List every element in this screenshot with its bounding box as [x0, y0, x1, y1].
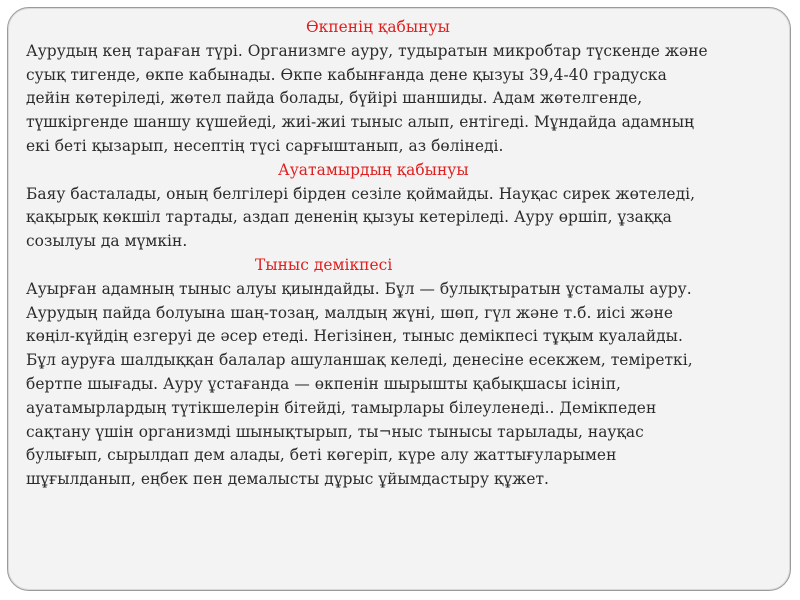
paragraph-line: Аурудың пайда болуына шаң-тозаң, малдың жүні, шөп, гүл және т.б. иісі және — [26, 303, 674, 322]
paragraph-line: шұғылданып, еңбек пен демалысты дұрыс ұйымдастыру құжет. — [26, 470, 549, 489]
paragraph-line: түшкіргенде шаншу күшейеді, жиі-жиі тыныс алып, ентігеді. Мұндайда адамның — [26, 113, 695, 132]
paragraph-line: Бұл ауруға шалдыққан балалар ашуланшақ келеді, денесіне есекжем, теміреткі, — [26, 351, 693, 370]
paragraph-line: ауатамырлардың түтікшелерін бітейді, тамырлары білеуленеді.. Демікпеден — [26, 398, 657, 417]
heading-bronchitis: Ауатамырдың қабынуы — [278, 160, 469, 179]
paragraph-line: Баяу басталады, оның белгілері бірден сезіле қоймайды. Науқас сирек жөтеледі, — [26, 184, 696, 203]
paragraph-line: сақтану үшін организмді шынықтырып, ты¬ныс тынысы тарылады, науқас — [26, 422, 644, 441]
paragraph-line: суық тигенде, өкпе кабынады. Өкпе кабынғанда дене қызуы 39,4-40 градуска — [26, 65, 667, 84]
paragraph-line: булығып, сырылдап дем алады, беті көгеріп, күре алу жаттығуларымен — [26, 446, 617, 465]
paragraph-line: көңіл-күйдің езгеруі де әсер етеді. Негізінен, тыныс демікпесі тұқым куалайды. — [26, 327, 683, 346]
paragraph-line: қақырық көкшіл тартады, аздап дененің қызуы кетеріледі. Ауру өршіп, ұзаққа — [26, 208, 672, 227]
paragraph-line: екі беті қызарып, несептің түсі сарғыштанып, аз бөлінеді. — [26, 136, 504, 155]
paragraph-line: Ауырған адамның тыныс алуы қиындайды. Бұл — булықтыратын ұстамалы ауру. — [26, 279, 692, 298]
paragraph-line: дейін көтеріледі, жөтел пайда болады, бүйірі шаншиды. Адам жөтелгенде, — [26, 89, 643, 108]
paragraph-line: бертпе шығады. Ауру ұстағанда — өкпенін шырышты қабықшасы ісініп, — [26, 374, 621, 393]
heading-asthma: Тыныс демікпесі — [255, 255, 393, 274]
text-content — [26, 16, 782, 492]
heading-pneumonia: Өкпенің қабынуы — [306, 18, 450, 36]
paragraph-line: Аурудың кең тараған түрі. Организмге ауру, тудыратын микробтар түскенде және — [26, 41, 708, 60]
paragraph-line: созылуы да мүмкін. — [26, 232, 188, 251]
